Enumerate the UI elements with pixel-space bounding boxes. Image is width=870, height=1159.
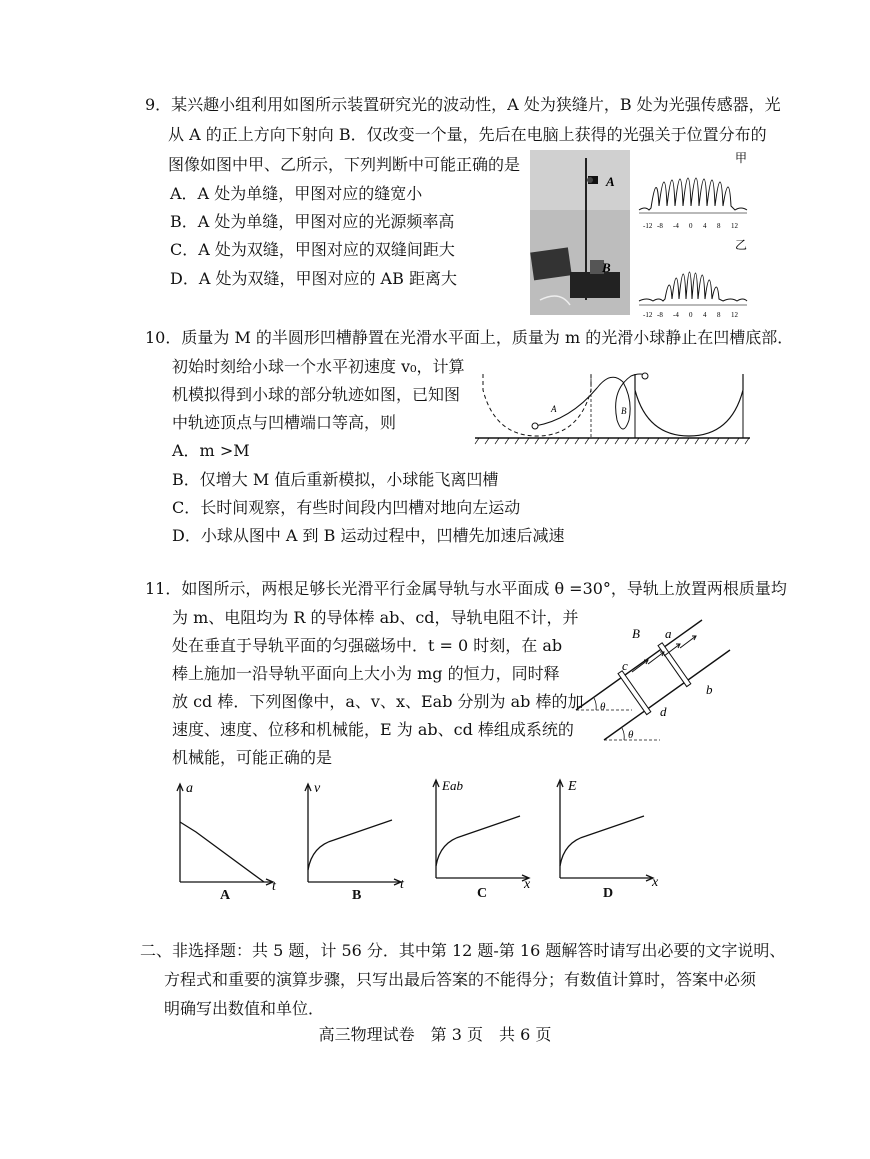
q11-graph-b-caption: B: [352, 888, 362, 903]
q11-line-7: 机械能，可能正确的是: [172, 748, 333, 767]
q11-graph-b-ylabel: v: [314, 781, 321, 796]
q9-jia-tick: -8: [657, 222, 663, 230]
q11-label-b-field: B: [632, 626, 640, 641]
q9-yi-tick: 8: [717, 311, 721, 319]
q10-label-b: B: [621, 406, 627, 416]
q11-graph-b-xlabel: t: [400, 877, 404, 892]
q11-line-2: 为 m、电阻均为 R 的导体棒 ab、cd，导轨电阻不计，并: [172, 608, 579, 627]
q11-graph-d-caption: D: [603, 886, 614, 901]
q11-graph-a-caption: A: [220, 888, 231, 903]
q10-line-4: 中轨迹顶点与凹槽端口等高，则: [172, 413, 397, 432]
q9-option-b: B．A 处为单缝，甲图对应的光源频率高: [170, 212, 455, 231]
q11-graph-c-ylabel: Eab: [442, 778, 463, 793]
q11-graph-c: [428, 776, 543, 892]
q11-line-1: 11．如图所示，两根足够长光滑平行金属导轨与水平面成 θ =30°，导轨上放置两根质量均: [145, 579, 787, 598]
ball-at-a: [532, 423, 538, 429]
section2-line-2: 方程式和重要的演算步骤，只写出最后答案的不能得分；有数值计算时，答案中必须: [164, 970, 757, 989]
q10-line-1: 10．质量为 M 的半圆形凹槽静置在光滑水平面上，质量为 m 的光滑小球静止在凹槽底部．: [145, 328, 794, 347]
q11-label-d: d: [660, 704, 667, 719]
q9-apparatus-photo: [530, 150, 630, 315]
q9-graph-yi-label: 乙: [735, 238, 748, 252]
q10-option-d: D．小球从图中 A 到 B 运动过程中，凹槽先加速后减速: [172, 526, 565, 545]
q10-option-b: B．仅增大 M 值后重新模拟，小球能飞离凹槽: [172, 470, 499, 489]
q11-label-a: a: [665, 626, 672, 641]
q9-graph-jia-label: 甲: [735, 151, 748, 165]
q9-line-1: 9．某兴趣小组利用如图所示装置研究光的波动性，A 处为狭缝片，B 处为光强传感器，光: [145, 95, 781, 114]
q11-graph-b: [300, 780, 415, 890]
q9-jia-tick: 4: [703, 222, 707, 230]
q10-line-3: 机模拟得到小球的部分轨迹如图，已知图: [172, 385, 461, 404]
q10-option-c: C．长时间观察，有些时间段内凹槽对地向左运动: [172, 498, 521, 517]
q11-line-4: 棒上施加一沿导轨平面向上大小为 mg 的恒力，同时释: [172, 664, 560, 683]
q9-jia-tick: 8: [717, 222, 721, 230]
section2-line-1: 二、非选择题：共 5 题，计 56 分．其中第 12 题-第 16 题解答时请写出必要的文字说明、: [140, 941, 786, 960]
q9-jia-tick: -12: [643, 222, 653, 230]
q9-line-2: 从 A 的正上方向下射向 B．仅改变一个量，先后在电脑上获得的光强关于位置分布的: [168, 125, 767, 144]
q9-yi-tick: 0: [689, 311, 693, 319]
q11-graph-d: [552, 776, 667, 890]
q9-yi-tick: 12: [731, 311, 738, 319]
q11-graph-a: [172, 780, 287, 894]
q11-graph-c-caption: C: [477, 886, 488, 901]
q9-line-3: 图像如图中甲、乙所示，下列判断中可能正确的是: [168, 155, 521, 174]
page-footer: 高三物理试卷 第 3 页 共 6 页: [318, 1025, 552, 1044]
q11-line-6: 速度、速度、位移和机械能，E 为 ab、cd 棒组成系统的: [172, 720, 574, 739]
q11-graph-c-xlabel: x: [524, 877, 531, 892]
q9-jia-tick: -4: [673, 222, 679, 230]
ground-hatching: [475, 438, 749, 444]
q11-graph-a-ylabel: a: [186, 781, 193, 796]
q11-label-b: b: [706, 682, 713, 697]
q11-graph-d-curve: [560, 816, 644, 866]
section2-line-3: 明确写出数值和单位．: [164, 999, 325, 1018]
q9-yi-tick: 4: [703, 311, 707, 319]
q9-jia-tick: 12: [731, 222, 738, 230]
q9-yi-tick: -4: [673, 311, 679, 319]
q9-option-c: C．A 处为双缝，甲图对应的双缝间距大: [170, 240, 455, 259]
q11-graph-b-curve: [308, 820, 392, 870]
q11-graph-c-curve: [436, 816, 520, 866]
q9-option-d: D．A 处为双缝，甲图对应的 AB 距离大: [170, 269, 457, 288]
q10-label-a: A: [551, 404, 557, 414]
ball-at-top: [642, 373, 648, 379]
q9-yi-tick: -8: [657, 311, 663, 319]
q11-label-theta-2: θ: [628, 729, 634, 741]
q11-label-theta-1: θ: [600, 701, 606, 713]
q11-line-5: 放 cd 棒．下列图像中，a、v、x、Eab 分别为 ab 棒的加: [172, 692, 584, 711]
q9-option-a: A．A 处为单缝，甲图对应的缝宽小: [170, 184, 423, 203]
q10-trajectory-figure: [475, 360, 755, 445]
q11-rails-figure: [572, 612, 752, 747]
q10-line-2: 初始时刻给小球一个水平初速度 v₀，计算: [172, 357, 465, 376]
q11-graph-a-xlabel: t: [272, 879, 276, 894]
q11-label-c: c: [622, 658, 628, 673]
q9-photo-label-b: B: [602, 260, 611, 275]
q9-graph-jia: [637, 148, 752, 233]
q11-graph-d-ylabel: E: [568, 779, 577, 794]
q9-yi-tick: -12: [643, 311, 653, 319]
q9-photo-label-a: A: [606, 174, 615, 189]
q11-line-3: 处在垂直于导轨平面的匀强磁场中．t = 0 时刻，在 ab: [172, 636, 563, 655]
q9-jia-tick: 0: [689, 222, 693, 230]
q11-graph-a-curve: [180, 822, 264, 882]
q11-graph-d-xlabel: x: [652, 875, 659, 890]
q9-graph-yi: [637, 235, 752, 320]
q10-option-a: A．m >M: [172, 441, 250, 460]
